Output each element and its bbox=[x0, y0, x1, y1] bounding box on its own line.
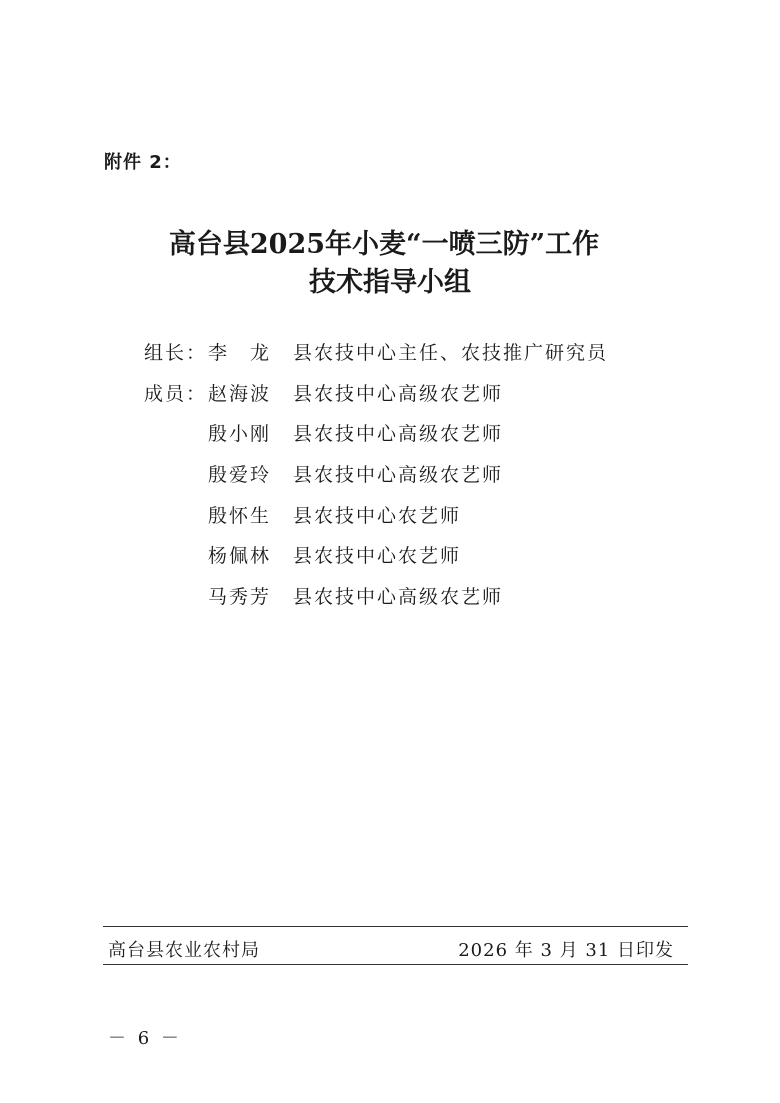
footer-issue-date: 2026 年 3 月 31 日印发 bbox=[458, 940, 674, 961]
page-number: － 6 － bbox=[108, 1028, 182, 1049]
footer-bottom-rule bbox=[103, 964, 688, 965]
member-name: 殷小刚 bbox=[208, 423, 272, 445]
member-position: 县农技中心高级农艺师 bbox=[293, 586, 504, 608]
role-label: 成员： bbox=[144, 383, 208, 405]
member-name: 杨佩林 bbox=[208, 545, 272, 567]
member-position: 县农技中心农艺师 bbox=[293, 545, 462, 567]
role-label: 组长： bbox=[144, 342, 208, 364]
document-title-line2: 技术指导小组 bbox=[309, 267, 471, 298]
member-name: 殷怀生 bbox=[208, 505, 272, 527]
member-position: 县农技中心高级农艺师 bbox=[293, 464, 504, 486]
document-title-line1: 高台县2025年小麦“一喷三防”工作 bbox=[168, 229, 600, 260]
footer-top-rule bbox=[103, 926, 688, 927]
attachment-label: 附件 2： bbox=[104, 152, 182, 173]
member-position: 县农技中心主任、农技推广研究员 bbox=[293, 342, 609, 364]
member-name: 赵海波 bbox=[208, 383, 272, 405]
member-name: 李 龙 bbox=[208, 342, 272, 364]
member-name: 马秀芳 bbox=[208, 586, 272, 608]
footer-issuer: 高台县农业农村局 bbox=[108, 940, 260, 961]
member-name: 殷爱玲 bbox=[208, 464, 272, 486]
member-position: 县农技中心高级农艺师 bbox=[293, 383, 504, 405]
member-position: 县农技中心农艺师 bbox=[293, 505, 462, 527]
member-position: 县农技中心高级农艺师 bbox=[293, 423, 504, 445]
